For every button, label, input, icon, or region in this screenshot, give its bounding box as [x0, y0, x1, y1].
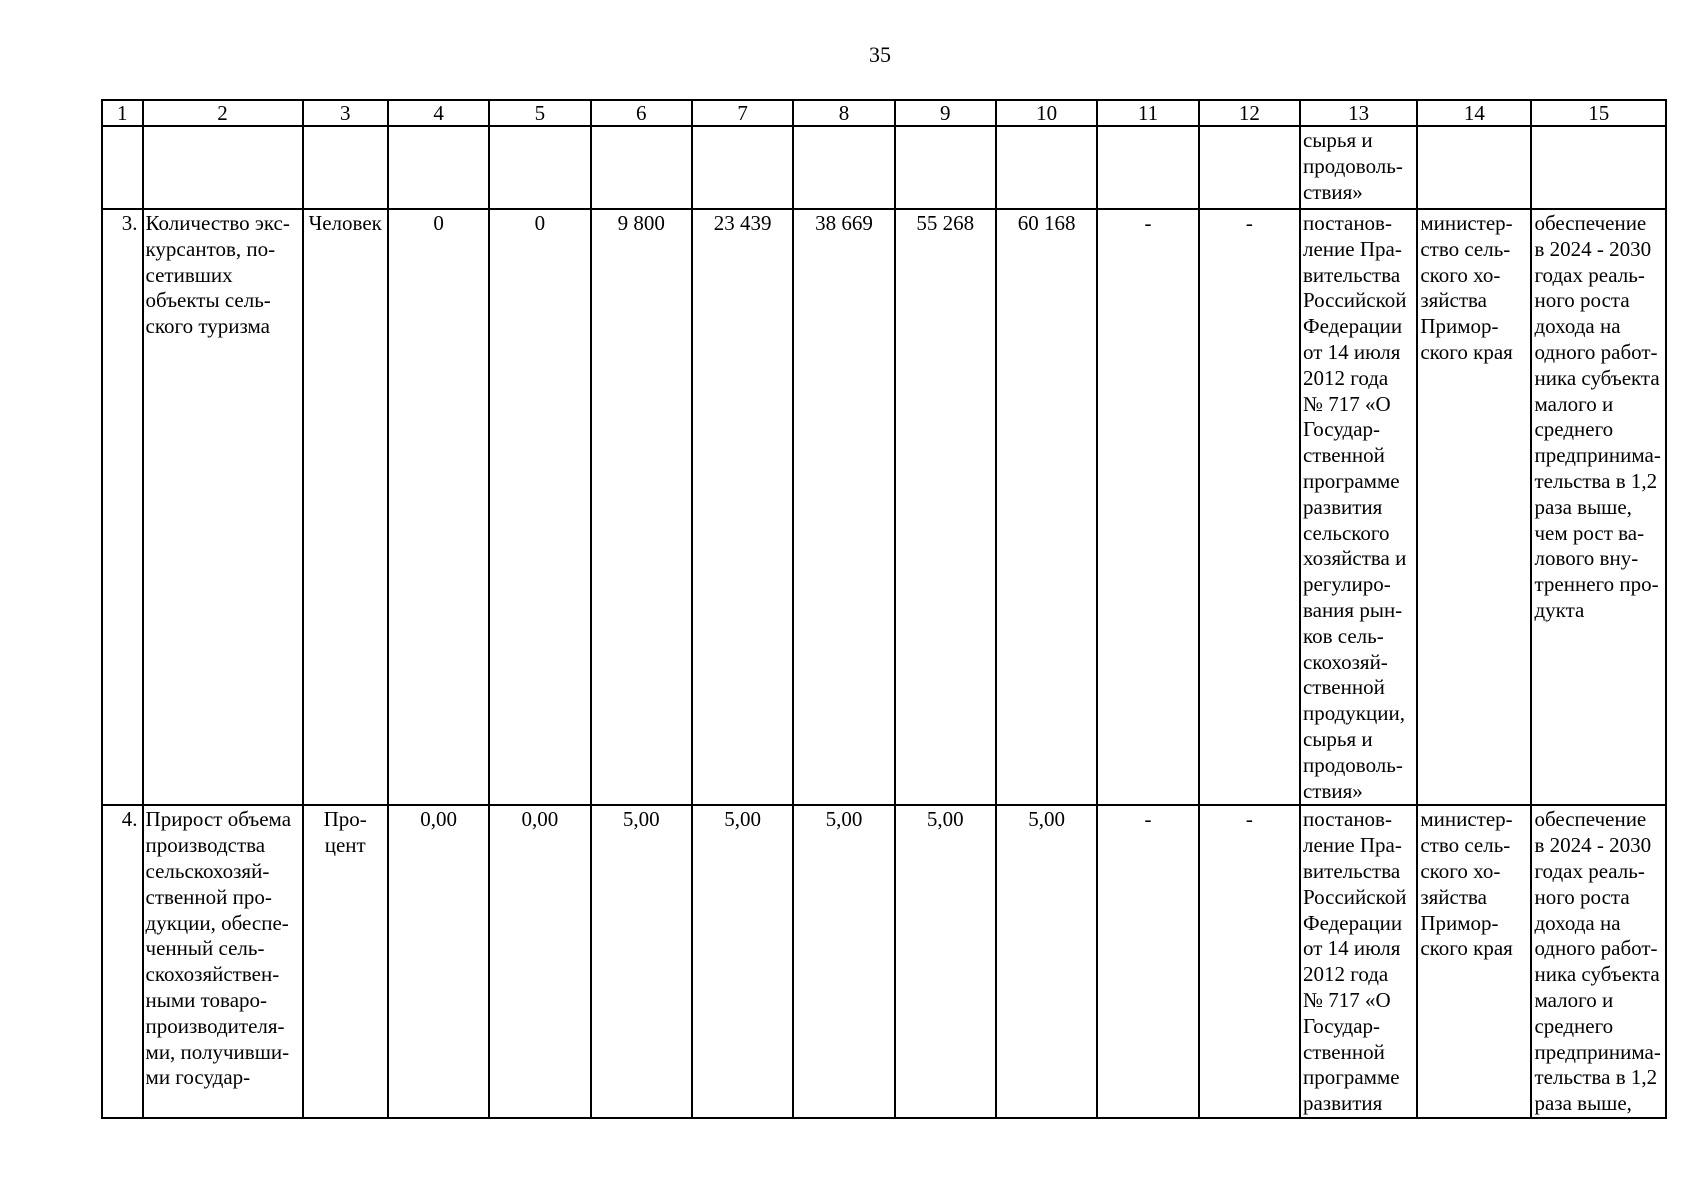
- row-number: 3.: [102, 209, 143, 805]
- unit-cell: Человек: [303, 209, 388, 805]
- header-cell: 5: [489, 100, 590, 126]
- value-cell: 5,00: [692, 805, 793, 1118]
- header-cell: 13: [1300, 100, 1417, 126]
- table-row-3: [102, 209, 1666, 805]
- header-cell: 11: [1097, 100, 1198, 126]
- indicator-name: Прирост объема производства сельскохозяй- ственной про- дукции, обеспе- ченный сель- скохозяйствен- ными товаро- производителя- ми, получивши- ми государ-: [143, 805, 303, 1118]
- value-cell: 38 669: [793, 209, 894, 805]
- value-cell: 5,00: [895, 805, 996, 1118]
- table-cell: [895, 126, 996, 209]
- value-cell: 9 800: [591, 209, 692, 805]
- value-cell: -: [1097, 805, 1198, 1118]
- header-cell: 12: [1199, 100, 1300, 126]
- header-cell: 7: [692, 100, 793, 126]
- table-cell: [489, 126, 590, 209]
- page-number: 35: [869, 42, 891, 67]
- table-row-continuation: [102, 126, 1666, 209]
- table-cell: [143, 126, 303, 209]
- table-cell: [303, 126, 388, 209]
- responsible-cell: министер- ство сель- ского хо- зяйства Примор- ского края: [1417, 209, 1531, 805]
- indicator-name: Количество экс- курсантов, по- сетивших объекты сель- ского туризма: [143, 209, 303, 805]
- value-cell: -: [1199, 209, 1300, 805]
- responsible-cell: министер- ство сель- ского хо- зяйства Примор- ского края: [1417, 805, 1531, 1118]
- table-cell: [388, 126, 489, 209]
- value-cell: 5,00: [591, 805, 692, 1118]
- header-cell: 8: [793, 100, 894, 126]
- row-number: 4.: [102, 805, 143, 1118]
- table-cell: [1531, 126, 1666, 209]
- goal-cell: обеспечение в 2024 - 2030 годах реаль- ного роста дохода на одного работ- ника субъекта малого и среднего предпринима- тельства в 1,2 раза выше, чем рост ва- лового вну- треннего про- дукта: [1531, 209, 1666, 805]
- document-cell: постанов- ление Пра- вительства Российской Федерации от 14 июля 2012 года № 717 «О Государ- ственной программе развития: [1300, 805, 1417, 1118]
- table-cell: [793, 126, 894, 209]
- value-cell: 0: [388, 209, 489, 805]
- goal-cell: обеспечение в 2024 - 2030 годах реаль- ного роста дохода на одного работ- ника субъекта малого и среднего предпринима- тельства в 1,2 раза выше,: [1531, 805, 1666, 1118]
- header-cell: 10: [996, 100, 1097, 126]
- indicators-table: [101, 99, 1667, 1119]
- table-cell: [1199, 126, 1300, 209]
- unit-cell: Про- цент: [303, 805, 388, 1118]
- header-cell: 9: [895, 100, 996, 126]
- header-cell: 1: [102, 100, 143, 126]
- value-cell: 0,00: [489, 805, 590, 1118]
- value-cell: 60 168: [996, 209, 1097, 805]
- header-row: [102, 100, 1666, 126]
- value-cell: 5,00: [793, 805, 894, 1118]
- value-cell: 23 439: [692, 209, 793, 805]
- table-cell: [591, 126, 692, 209]
- header-cell: 15: [1531, 100, 1666, 126]
- table-cell: [1097, 126, 1198, 209]
- header-cell: 3: [303, 100, 388, 126]
- document-cell: постанов- ление Пра- вительства Российской Федерации от 14 июля 2012 года № 717 «О Государ- ственной программе развития сельского хозяйства и регулиро- вания рын- ков сель- скохозяй- ственной продукции, сырья и продоволь- ствия»: [1300, 209, 1417, 805]
- value-cell: -: [1097, 209, 1198, 805]
- table-cell: [1417, 126, 1531, 209]
- header-cell: 14: [1417, 100, 1531, 126]
- table-row-4: [102, 805, 1666, 1118]
- header-cell: 4: [388, 100, 489, 126]
- table-cell: сырья и продоволь- ствия»: [1300, 126, 1417, 209]
- value-cell: 5,00: [996, 805, 1097, 1118]
- value-cell: -: [1199, 805, 1300, 1118]
- header-cell: 6: [591, 100, 692, 126]
- table-cell: [102, 126, 143, 209]
- header-cell: 2: [143, 100, 303, 126]
- value-cell: 0,00: [388, 805, 489, 1118]
- table-cell: [692, 126, 793, 209]
- value-cell: 55 268: [895, 209, 996, 805]
- value-cell: 0: [489, 209, 590, 805]
- table-cell: [996, 126, 1097, 209]
